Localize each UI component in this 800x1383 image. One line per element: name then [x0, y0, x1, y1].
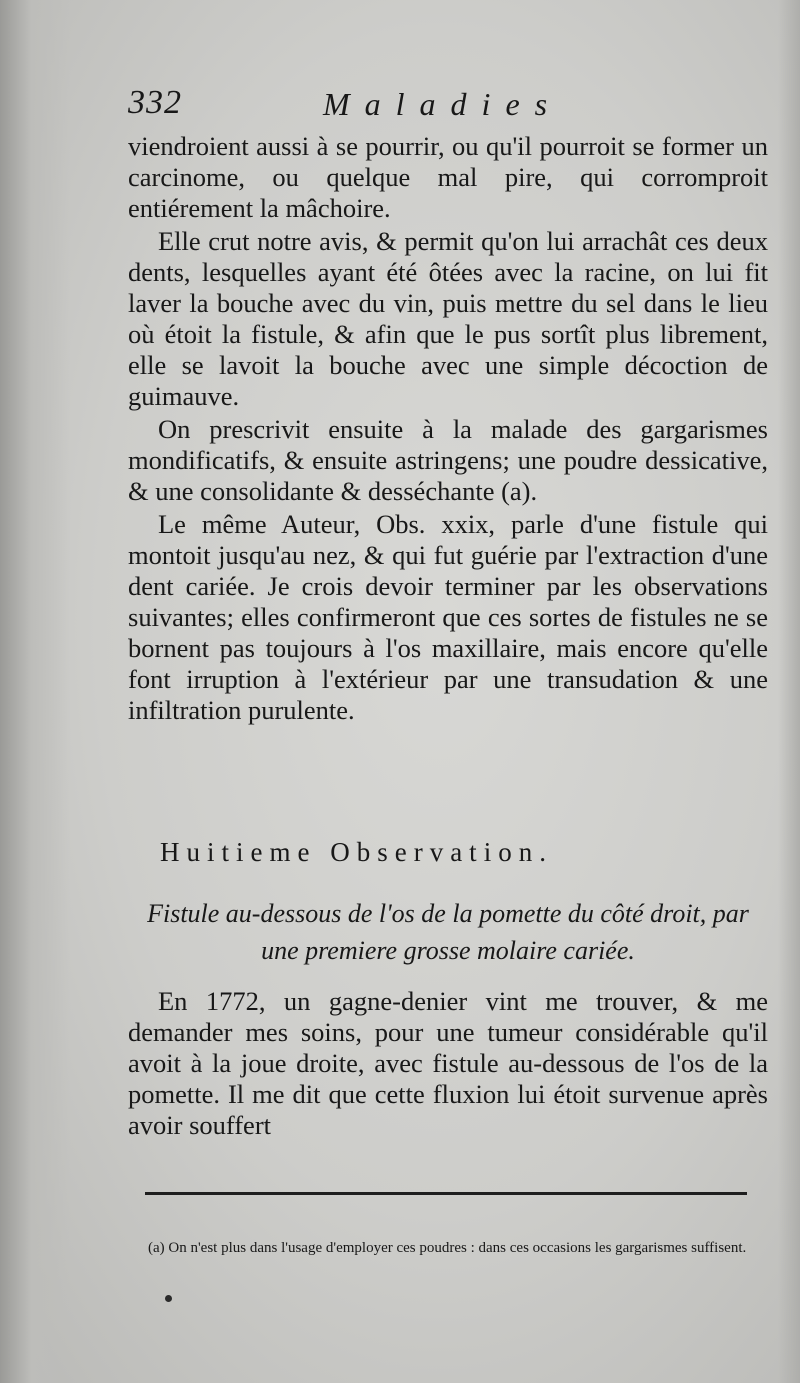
- footnote-divider: [145, 1192, 747, 1195]
- paragraph-treatment: On prescrivit ensuite à la malade des gargarismes mondificatifs, & ensuite astringens; une poudre dessicative, & une consolidante & desséchante (a).: [128, 414, 768, 506]
- paragraph-continuation: viendroient aussi à se pourrir, ou qu'il pourroit se former un carcinome, ou quelque mal pire, qui corromproit entiérement la mâchoire.: [128, 131, 768, 223]
- observation-subtitle: Fistule au-dessous de l'os de la pomette du côté droit, par une premiere grosse molaire cariée.: [147, 899, 749, 965]
- paragraph-extraction: Elle crut notre avis, & permit qu'on lui arrachât ces deux dents, lesquelles ayant été ôtées avec la racine, on lui fit laver la bouche avec du vin, puis mettre du sel dans le lieu où étoit la fistule, & afin que le pus sortît plus librement, elle se lavoit la bouche avec une simple décoction de guimauve.: [128, 226, 768, 411]
- running-head: Maladies: [323, 86, 563, 122]
- ink-speck: [165, 1295, 172, 1302]
- section-heading: Huitieme Observation.: [160, 837, 553, 867]
- paragraph-author-reference: Le même Auteur, Obs. xxix, parle d'une fistule qui montoit jusqu'au nez, & qui fut guérie par l'extraction d'une dent cariée. Je crois devoir terminer par les observations suivantes; elles confirmeront que ces sortes de fistules ne se bornent pas toujours à l'os maxillaire, mais encore qu'elle font irruption à l'extérieur par une transudation & une infiltration purulente.: [128, 509, 768, 725]
- page-number: 332: [128, 84, 182, 121]
- page-gutter-shadow: [0, 0, 70, 1383]
- page-header: [128, 84, 748, 128]
- main-text: [128, 131, 768, 726]
- paragraph-case-1772: En 1772, un gagne-denier vint me trouver, & me demander mes soins, pour une tumeur considérable qu'il avoit à la joue droite, avec fistule au-dessous de l'os de la pomette. Il me dit que cette fluxion lui étoit survenue après avoir souffert: [128, 986, 768, 1140]
- footnote: (a) On n'est plus dans l'usage d'employer ces poudres : dans ces occasions les gargarismes suffisent.: [148, 1240, 747, 1256]
- page-edge-shadow: [778, 0, 800, 1383]
